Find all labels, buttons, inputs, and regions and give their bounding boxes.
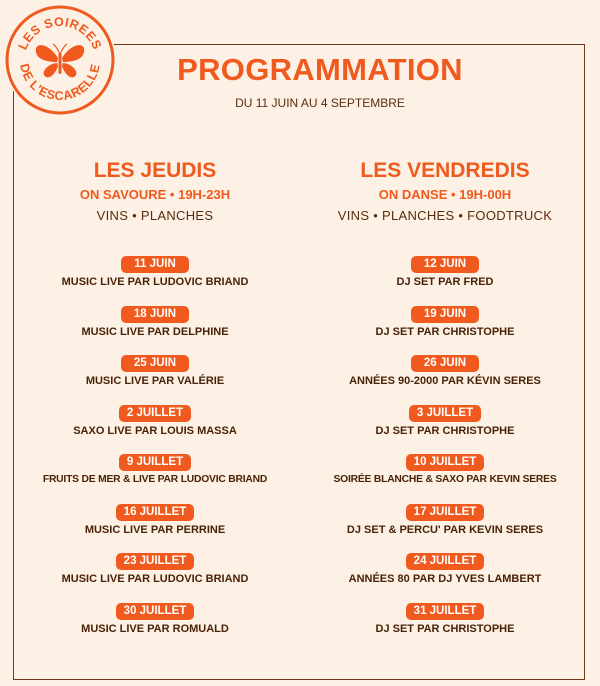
date-badge: 17 JUILLET <box>406 504 485 521</box>
friday-items: VINS • PLANCHES • FOODTRUCK <box>337 208 553 223</box>
event-item <box>300 304 590 354</box>
date-badge: 16 JUILLET <box>116 504 195 521</box>
event-text: MUSIC LIVE PAR DELPHINE <box>81 325 229 338</box>
event-item <box>10 353 300 403</box>
logo-top-text: LES SOIREES <box>15 14 105 52</box>
thursday-title: LES JEUDIS <box>93 159 217 182</box>
event-text: DJ SET & PERCU' PAR KEVIN SERES <box>346 523 544 536</box>
event-item <box>300 254 590 304</box>
event-text: DJ SET PAR CHRISTOPHE <box>375 424 515 437</box>
date-badge: 24 JUILLET <box>406 553 485 570</box>
event-text: ANNÉES 90-2000 PAR KÉVIN SERES <box>349 375 541 387</box>
date-badge: 26 JUIN <box>411 355 479 372</box>
event-item <box>10 403 300 453</box>
page-subtitle: DU 11 JUIN AU 4 SEPTEMBRE <box>235 96 405 110</box>
event-item <box>10 502 300 552</box>
event-text: MUSIC LIVE PAR LUDOVIC BRIAND <box>61 276 249 288</box>
event-text: SAXO LIVE PAR LOUIS MASSA <box>73 424 237 437</box>
event-item <box>10 304 300 354</box>
friday-header <box>300 158 590 225</box>
event-text: MUSIC LIVE PAR PERRINE <box>84 523 226 536</box>
event-text: SOIRÉE BLANCHE & SAXO PAR KEVIN SERES <box>333 474 557 485</box>
event-item <box>300 601 590 651</box>
event-text: FRUITS DE MER & LIVE PAR LUDOVIC BRIAND <box>42 474 268 485</box>
date-badge: 2 JUILLET <box>119 405 191 422</box>
date-badge: 31 JUILLET <box>406 603 485 620</box>
friday-title: LES VENDREDIS <box>360 159 530 182</box>
event-item <box>10 452 300 502</box>
event-text: MUSIC LIVE PAR VALÉRIE <box>85 375 225 387</box>
date-badge: 19 JUIN <box>411 306 479 323</box>
event-text: MUSIC LIVE PAR ROMUALD <box>81 622 229 635</box>
event-text: DJ SET PAR CHRISTOPHE <box>375 622 515 635</box>
friday-events <box>300 254 590 650</box>
event-item <box>300 452 590 502</box>
event-text: DJ SET PAR CHRISTOPHE <box>375 325 515 338</box>
page-title: PROGRAMMATION <box>177 52 463 87</box>
thursday-items: VINS • PLANCHES <box>96 208 214 223</box>
date-badge: 23 JUILLET <box>116 553 195 570</box>
event-item <box>300 403 590 453</box>
thursday-events <box>10 254 300 650</box>
event-item <box>10 551 300 601</box>
date-badge: 3 JUILLET <box>409 405 481 422</box>
date-badge: 18 JUIN <box>121 306 189 323</box>
event-item <box>10 601 300 651</box>
event-text: ANNÉES 80 PAR DJ YVES LAMBERT <box>348 573 542 585</box>
event-item <box>300 551 590 601</box>
date-badge: 25 JUIN <box>121 355 189 372</box>
date-badge: 12 JUIN <box>411 256 479 273</box>
date-badge: 10 JUILLET <box>406 454 485 471</box>
thursday-header <box>10 158 300 225</box>
event-item <box>300 502 590 552</box>
event-text: MUSIC LIVE PAR LUDOVIC BRIAND <box>61 573 249 585</box>
event-item <box>300 353 590 403</box>
logo-bottom-text: DE L'ESCARELLE <box>17 62 103 104</box>
event-text: DJ SET PAR FRED <box>396 276 494 288</box>
logo-badge <box>4 4 116 116</box>
thursday-subtitle: ON SAVOURE • 19H-23H <box>79 187 231 202</box>
date-badge: 9 JUILLET <box>119 454 191 471</box>
logo <box>4 4 116 116</box>
event-item <box>10 254 300 304</box>
friday-subtitle: ON DANSE • 19H-00H <box>378 187 512 202</box>
date-badge: 11 JUIN <box>121 256 189 273</box>
date-badge: 30 JUILLET <box>116 603 195 620</box>
